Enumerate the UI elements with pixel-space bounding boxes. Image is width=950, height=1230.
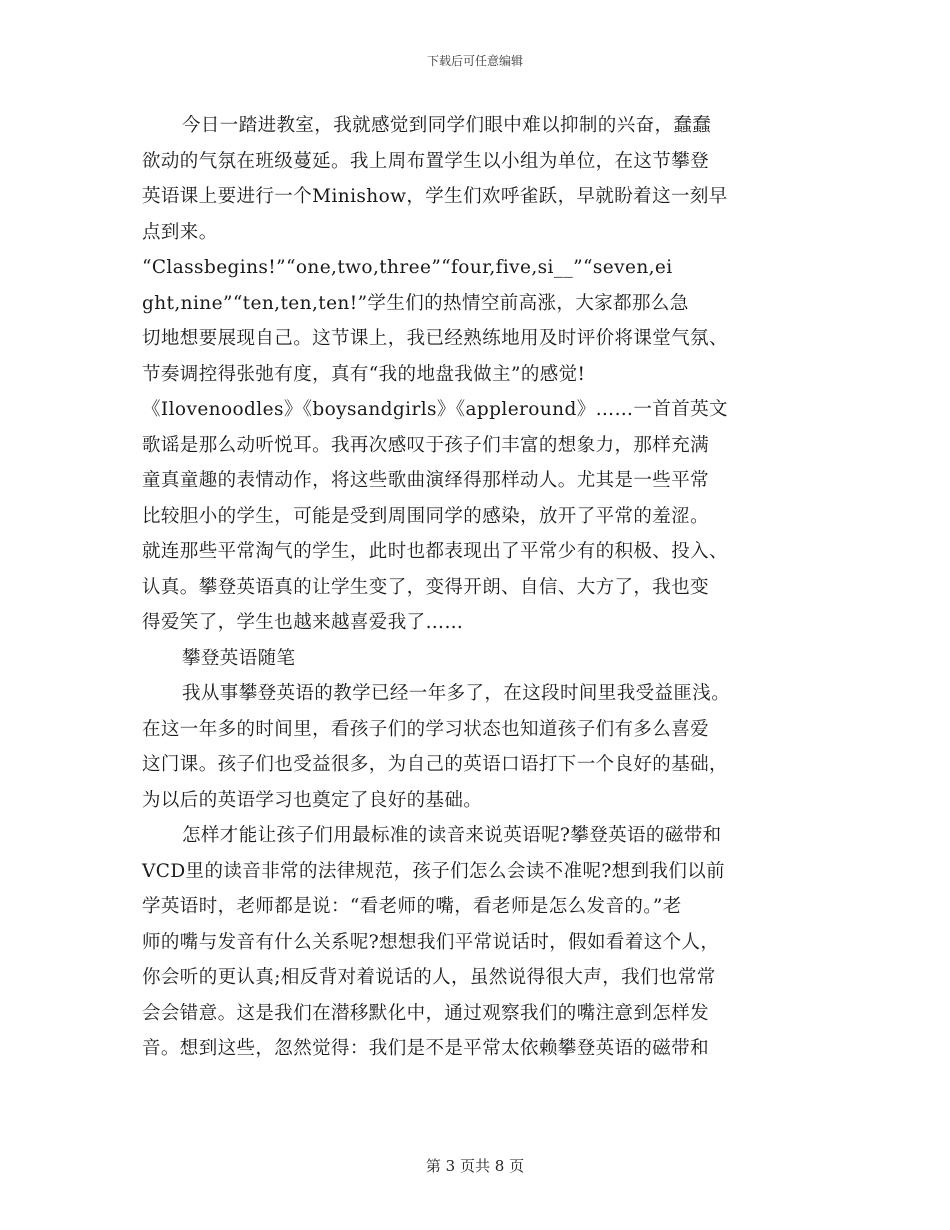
section-heading: 攀登英语随笔	[182, 647, 296, 669]
text-line: 我从事攀登英语的教学已经一年多了，在这段时间里我受益匪浅。	[182, 683, 731, 704]
text-line: 会会错意。这是我们在潜移默化中，通过观察我们的嘴注意到怎样发	[142, 1002, 710, 1024]
text-line: 切地想要展现自己。这节课上，我已经熟练地用及时评价将课堂气氛、	[142, 328, 728, 349]
page-header-note: 下载后可任意编辑	[426, 54, 523, 68]
text-line: 《Ilovenoodles》《boysandgirls》《appleround》……一首首英文	[142, 399, 728, 420]
text-line: 英语课上要进行一个Minishow，学生们欢呼雀跃，早就盼着这一刻早	[142, 186, 728, 207]
text-line: 欲动的气氛在班级蔓延。我上周布置学生以小组为单位，在这节攀登	[142, 150, 710, 172]
text-line: 点到来。	[142, 221, 218, 243]
page-number: 第 3 页共 8 页	[425, 1157, 525, 1175]
text-line: 音。想到这些，忽然觉得：我们是不是平常太依赖攀登英语的磁带和	[142, 1038, 710, 1059]
text-line: 师的嘴与发音有什么关系呢?想想我们平常说话时，假如看着这个人，	[142, 931, 720, 953]
text-line: 这门课。孩子们也受益很多，为自己的英语口语打下一个良好的基础，	[142, 754, 728, 775]
text-line: 就连那些平常淘气的学生，此时也都表现出了平常少有的积极、投入、	[142, 541, 728, 562]
text-line: 得爱笑了，学生也越来越喜爱我了……	[142, 612, 464, 633]
text-line: VCD里的读音非常的法律规范，孩子们怎么会读不准呢?想到我们以前	[142, 860, 726, 882]
text-line: 认真。攀登英语真的让学生变了，变得开朗、自信、大方了，我也变	[142, 576, 710, 598]
text-line: 比较胆小的学生，可能是受到周围同学的感染，放开了平常的羞涩。	[142, 505, 710, 527]
document-body	[142, 108, 812, 1067]
text-line: 童真童趣的表情动作，将这些歌曲演绎得那样动人。尤其是一些平常	[142, 470, 710, 491]
text-line: 怎样才能让孩子们用最标准的读音来说英语呢?攀登英语的磁带和	[182, 825, 722, 846]
text-line: 今日一踏进教室，我就感觉到同学们眼中难以抑制的兴奋，蠢蠢	[182, 115, 712, 136]
text-line: “Classbegins!”“one,two,three”“four,five,si__”“seven,ei	[142, 257, 673, 278]
text-line: 歌谣是那么动听悦耳。我再次感叹于孩子们丰富的想象力，那样充满	[142, 434, 710, 456]
text-line: 节奏调控得张弛有度，真有“我的地盘我做主”的感觉!	[142, 363, 586, 385]
text-line: 在这一年多的时间里，看孩子们的学习状态也知道孩子们有多么喜爱	[142, 718, 710, 740]
text-line: 学英语时，老师都是说：“看老师的嘴，看老师是怎么发音的。”老	[142, 896, 682, 917]
text-line: 你会听的更认真;相反背对着说话的人，虽然说得很大声，我们也常常	[142, 967, 716, 988]
text-line: ght,nine”“ten,ten,ten!”学生们的热情空前高涨，大家都那么急	[142, 292, 689, 314]
text-line: 为以后的英语学习也奠定了良好的基础。	[142, 789, 483, 811]
